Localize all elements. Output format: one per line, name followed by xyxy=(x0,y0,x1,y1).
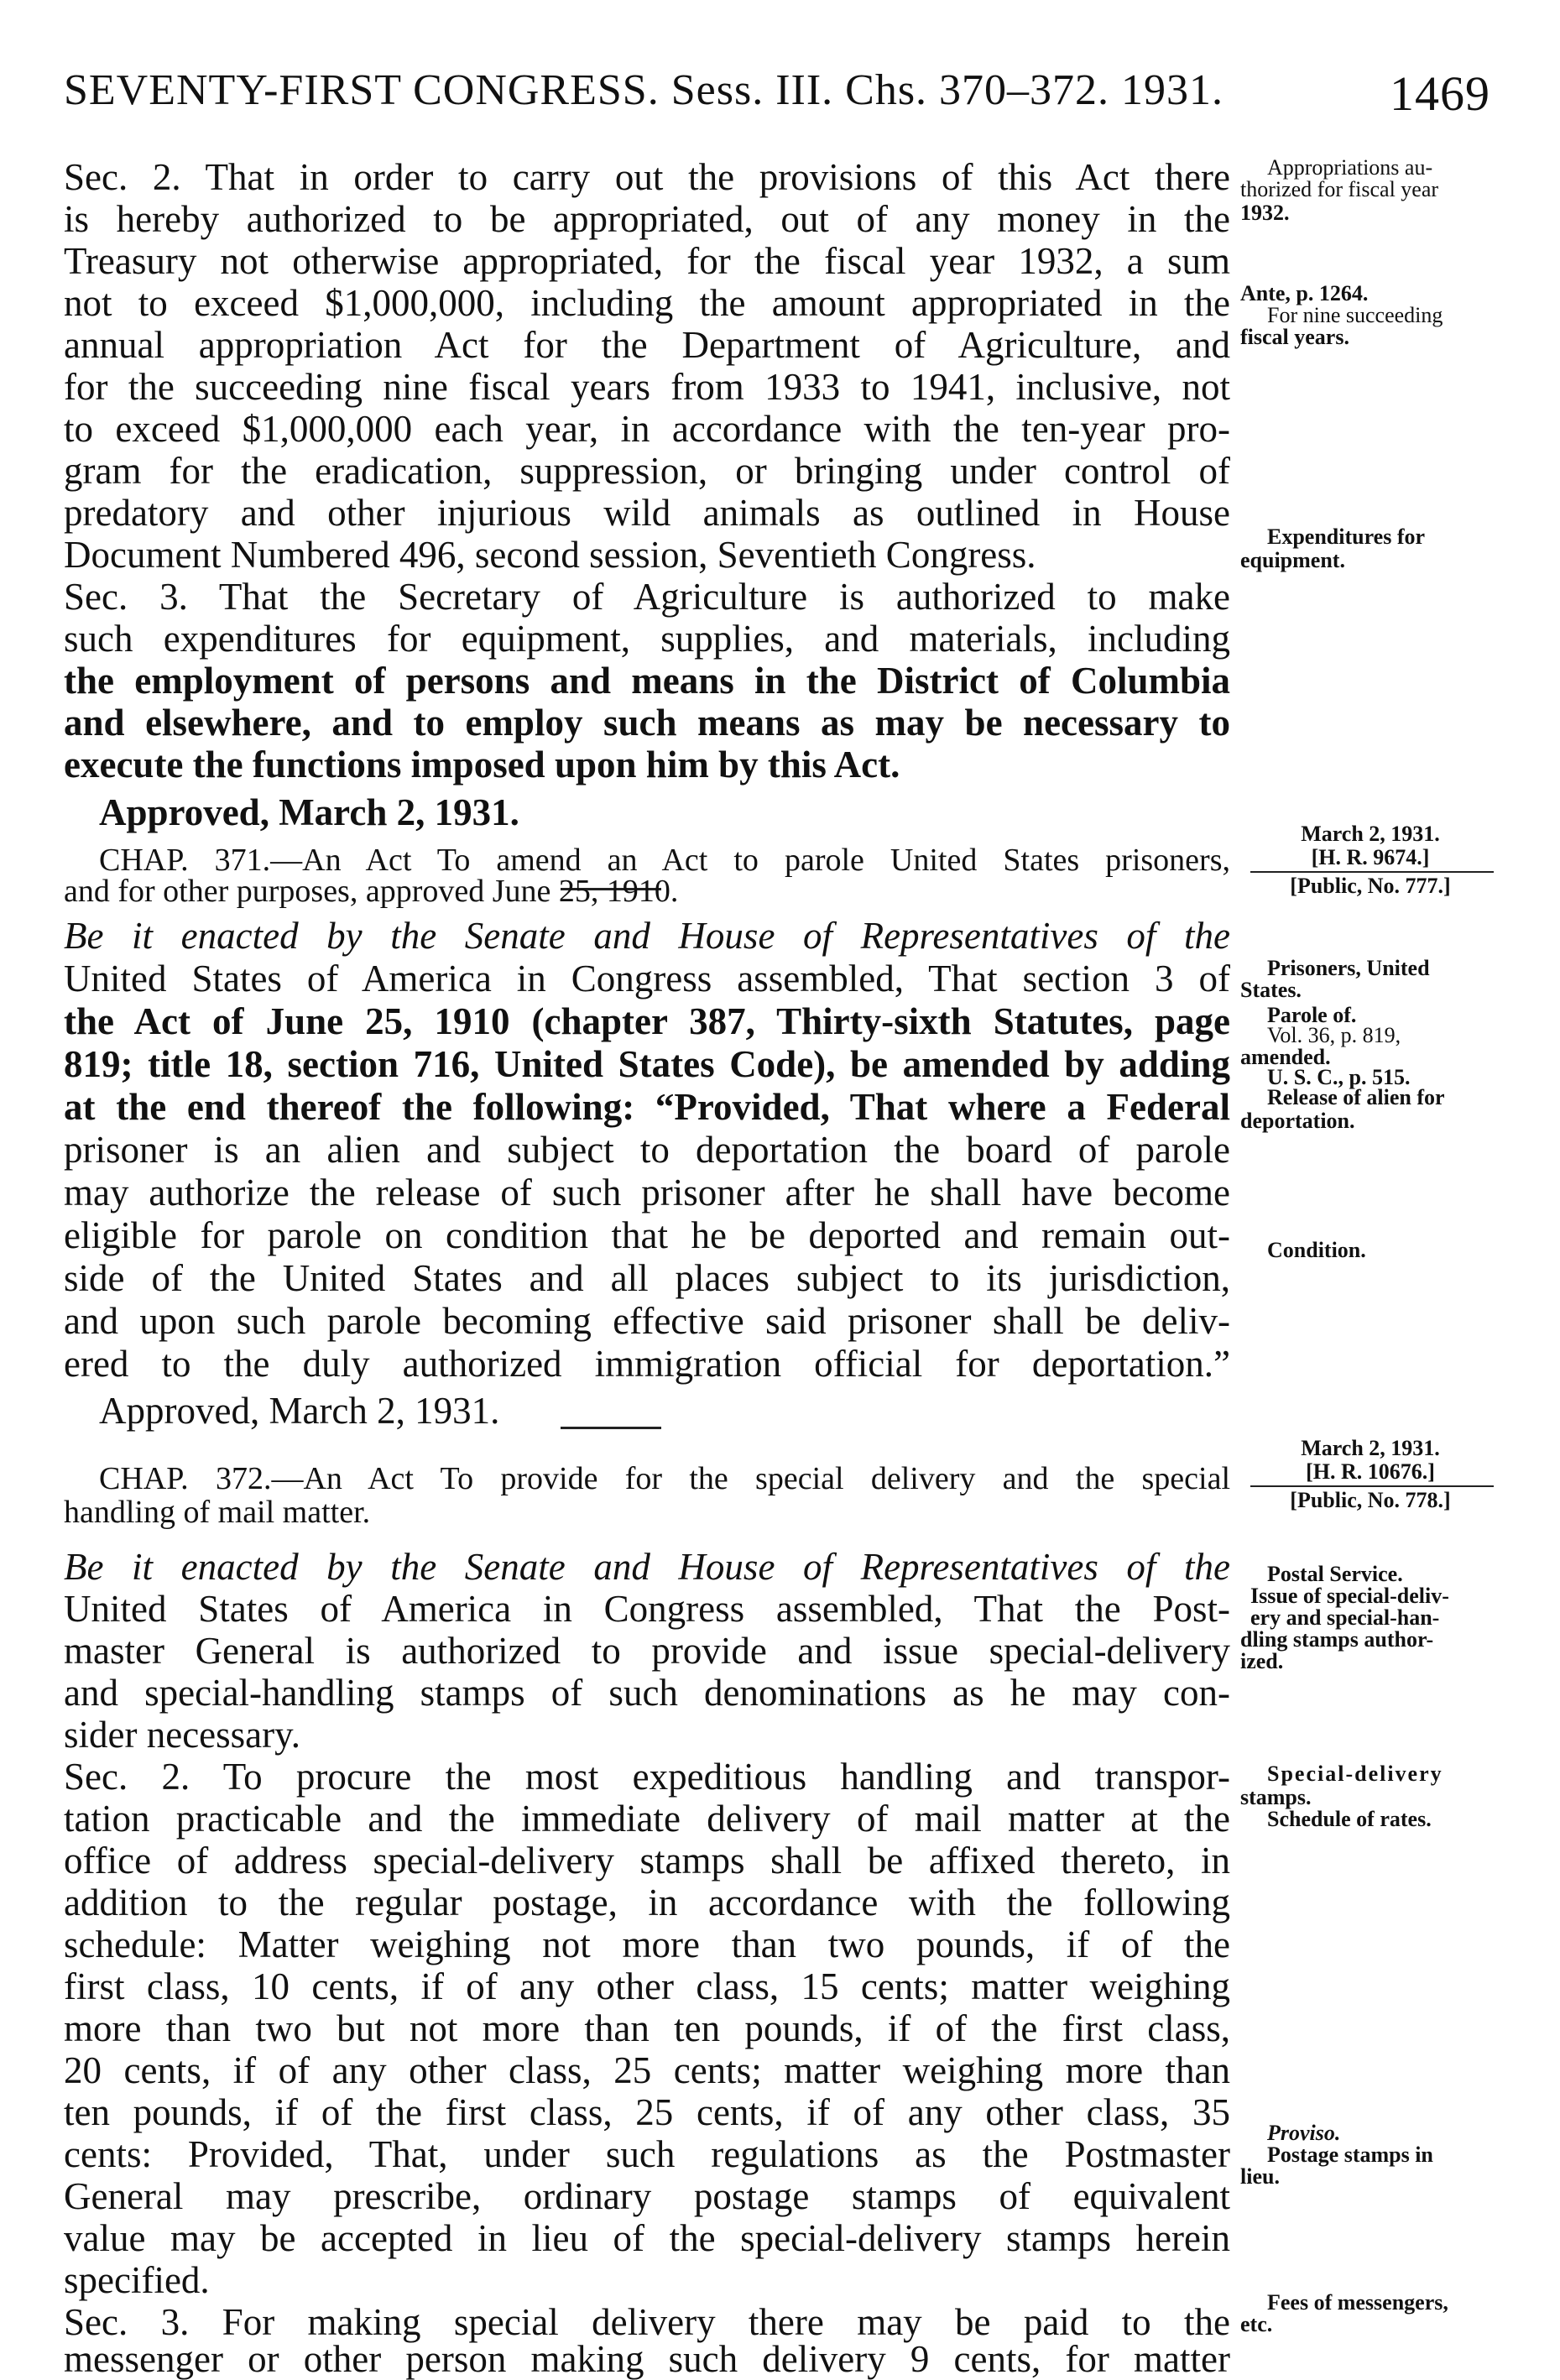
margin-note: ery and special-han- xyxy=(1250,1605,1440,1630)
margin-note: stamps. xyxy=(1240,1785,1312,1809)
margin-rule xyxy=(1250,871,1494,873)
chapter-title-line: and for other purposes, approved June 25, 1910. xyxy=(64,874,679,909)
chapter-title-line: handling of mail matter. xyxy=(64,1495,371,1530)
text-line: such expenditures for equipment, supplies, and materials, including xyxy=(64,618,1230,660)
public-law-number: [Public, No. 778.] xyxy=(1290,1488,1451,1512)
margin-note: Schedule of rates. xyxy=(1267,1807,1432,1831)
margin-note: equipment. xyxy=(1240,548,1345,572)
text-line: Be it enacted by the Senate and House of Representatives of the xyxy=(64,915,1230,957)
margin-note: Proviso. xyxy=(1267,2121,1341,2145)
margin-note: Vol. 36, p. 819, xyxy=(1267,1023,1401,1047)
margin-note: States. xyxy=(1240,978,1302,1002)
text-line: Sec. 3. That the Secretary of Agriculture is authorized to make xyxy=(64,576,1230,618)
text-line: to exceed $1,000,000 each year, in accordance with the ten-year pro- xyxy=(64,408,1230,450)
margin-note: amended. xyxy=(1240,1045,1331,1069)
text-line: not to exceed $1,000,000, including the amount appropriated in the xyxy=(64,282,1230,324)
text-line: at the end thereof the following: “Provided, That where a Federal xyxy=(64,1086,1230,1128)
text-line: tation practicable and the immediate delivery of mail matter at the xyxy=(64,1798,1230,1840)
chapter-title-line: CHAP. 372.—An Act To provide for the special delivery and the special xyxy=(99,1461,1230,1496)
text-line: cents: Provided, That, under such regulations as the Postmaster xyxy=(64,2133,1230,2175)
text-line: side of the United States and all places subject to its jurisdiction, xyxy=(64,1257,1230,1299)
text-line: specified. xyxy=(64,2259,210,2301)
page-number: 1469 xyxy=(1390,66,1490,121)
text-line: and upon such parole becoming effective said prisoner shall be deliv- xyxy=(64,1300,1230,1342)
text-line: for the succeeding nine fiscal years from 1933 to 1941, inclusive, not xyxy=(64,366,1230,408)
bill-number: [H. R. 10676.] xyxy=(1306,1459,1435,1484)
text-line: the Act of June 25, 1910 (chapter 387, Thirty-sixth Statutes, page xyxy=(64,1000,1230,1042)
text-line: 819; title 18, section 716, United States Code), be amended by adding xyxy=(64,1043,1230,1085)
margin-note: For nine succeeding xyxy=(1267,303,1443,327)
text-line: 20 cents, if of any other class, 25 cents; matter weighing more than xyxy=(64,2049,1230,2091)
margin-note: Release of alien for xyxy=(1267,1085,1445,1109)
margin-note: fiscal years. xyxy=(1240,325,1349,349)
margin-note: 1932. xyxy=(1240,201,1290,225)
text-line: Document Numbered 496, second session, Seventieth Congress. xyxy=(64,534,1036,576)
margin-note: ized. xyxy=(1240,1649,1284,1673)
chapter-date: March 2, 1931. xyxy=(1301,822,1440,846)
text-line: may authorize the release of such prisoner after he shall have become xyxy=(64,1172,1230,1213)
text-line: United States of America in Congress assembled, That section 3 of xyxy=(64,958,1230,999)
approval-line: Approved, March 2, 1931. xyxy=(99,1390,500,1432)
text-line: the employment of persons and means in the District of Columbia xyxy=(64,660,1230,702)
margin-note: Issue of special-deliv- xyxy=(1250,1584,1449,1608)
public-law-number: [Public, No. 777.] xyxy=(1290,874,1451,898)
text-line: master General is authorized to provide and issue special-delivery xyxy=(64,1630,1230,1672)
margin-note: deportation. xyxy=(1240,1109,1355,1133)
text-line: addition to the regular postage, in accordance with the following xyxy=(64,1882,1230,1923)
margin-note: Parole of. xyxy=(1267,1003,1357,1027)
bill-number: [H. R. 9674.] xyxy=(1311,845,1430,869)
text-line: gram for the eradication, suppression, or bringing under control of xyxy=(64,450,1230,492)
margin-note: etc. xyxy=(1240,2312,1273,2336)
text-line: Treasury not otherwise appropriated, for the fiscal year 1932, a sum xyxy=(64,240,1230,282)
text-line: schedule: Matter weighing not more than two pounds, if of the xyxy=(64,1923,1230,1965)
text-line: eligible for parole on condition that he be deported and remain out- xyxy=(64,1214,1230,1256)
text-line: Be it enacted by the Senate and House of Representatives of the xyxy=(64,1546,1230,1588)
text-line: prisoner is an alien and subject to deportation the board of parole xyxy=(64,1129,1230,1171)
chapter-date: March 2, 1931. xyxy=(1301,1436,1440,1460)
margin-note: Fees of messengers, xyxy=(1267,2290,1448,2315)
text-line: annual appropriation Act for the Department of Agriculture, and xyxy=(64,324,1230,366)
text-line: Sec. 2. To procure the most expeditious handling and transpor- xyxy=(64,1756,1230,1798)
margin-note: Ante, p. 1264. xyxy=(1240,281,1369,305)
margin-note: lieu. xyxy=(1240,2164,1280,2189)
text-line: and special-handling stamps of such denominations as he may con- xyxy=(64,1672,1230,1714)
text-line: messenger or other person making such delivery 9 cents, for matter xyxy=(64,2338,1230,2380)
text-line: more than two but not more than ten pounds, if of the first class, xyxy=(64,2007,1230,2049)
margin-note: U. S. C., p. 515. xyxy=(1267,1065,1411,1089)
chapter-title-line: CHAP. 371.—An Act To amend an Act to parole United States prisoners, xyxy=(99,843,1230,878)
margin-note: thorized for fiscal year xyxy=(1240,177,1439,201)
margin-note: Prisoners, United xyxy=(1267,956,1430,980)
margin-note: Expenditures for xyxy=(1267,525,1426,549)
text-line: execute the functions imposed upon him by this Act. xyxy=(64,744,900,786)
text-line: is hereby authorized to be appropriated, out of any money in the xyxy=(64,198,1230,240)
text-line: United States of America in Congress assembled, That the Post- xyxy=(64,1588,1230,1630)
text-line: first class, 10 cents, if of any other class, 15 cents; matter weighing xyxy=(64,1965,1230,2007)
margin-note: Appropriations au- xyxy=(1267,155,1433,180)
text-line: predatory and other injurious wild animals as outlined in House xyxy=(64,492,1230,534)
text-line: office of address special-delivery stamps shall be affixed thereto, in xyxy=(64,1840,1230,1882)
text-line: General may prescribe, ordinary postage stamps of equivalent xyxy=(64,2175,1230,2217)
margin-note: dling stamps author- xyxy=(1240,1627,1434,1652)
section-divider xyxy=(561,1427,661,1429)
margin-note: Postal Service. xyxy=(1267,1562,1403,1586)
text-line: sider necessary. xyxy=(64,1714,300,1756)
running-title: SEVENTY-FIRST CONGRESS. Sess. III. Chs. 370–372. 1931. xyxy=(64,66,1224,114)
text-line: ered to the duly authorized immigration official for deportation.” xyxy=(64,1343,1230,1385)
text-line: Sec. 3. For making special delivery there may be paid to the xyxy=(64,2301,1230,2343)
text-line: value may be accepted in lieu of the special-delivery stamps herein xyxy=(64,2217,1230,2259)
margin-note: Special-delivery xyxy=(1267,1762,1443,1786)
text-line: ten pounds, if of the first class, 25 cents, if of any other class, 35 xyxy=(64,2091,1230,2133)
margin-rule xyxy=(1250,1485,1494,1487)
approval-line: Approved, March 2, 1931. xyxy=(99,791,519,833)
margin-note: Postage stamps in xyxy=(1267,2143,1433,2167)
margin-note: Condition. xyxy=(1267,1238,1366,1262)
text-line: Sec. 2. That in order to carry out the provisions of this Act there xyxy=(64,156,1230,198)
text-line: and elsewhere, and to employ such means as may be necessary to xyxy=(64,702,1230,744)
